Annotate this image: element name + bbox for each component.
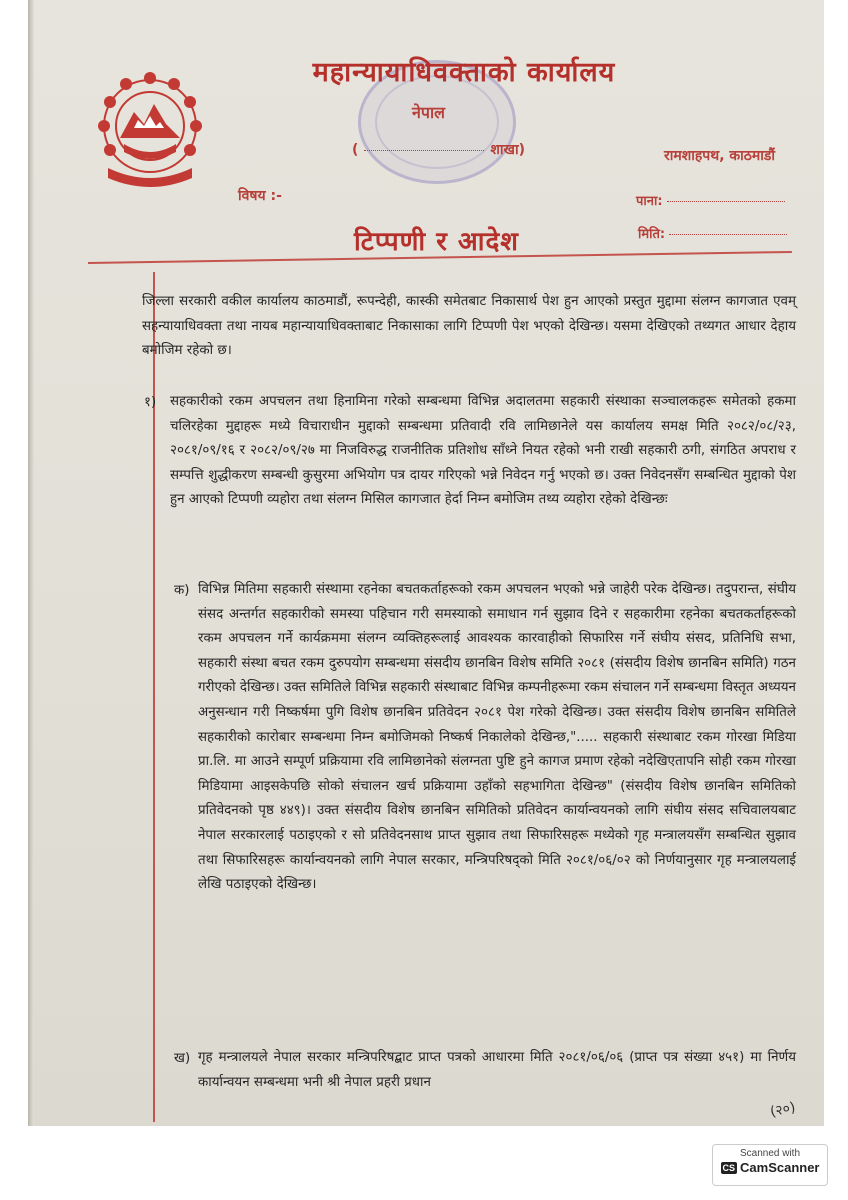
branch-open-paren: ( (352, 142, 359, 158)
page-blank (667, 201, 785, 202)
handwritten-page-mark: (२०) (768, 1099, 797, 1121)
camscanner-logo-icon: CS (722, 1163, 736, 1173)
scanner-caption: Scanned with (739, 1148, 801, 1159)
page-edge-shadow (28, 0, 34, 1126)
item1-number: १) (144, 395, 157, 410)
camscanner-watermark (712, 1144, 828, 1186)
subject-label: विषय :- (238, 188, 282, 204)
scanner-brand (713, 1160, 827, 1175)
date-field (638, 224, 787, 242)
subitem-b-number: ख) (174, 1051, 191, 1066)
letterhead-page (28, 0, 824, 1126)
branch-line (352, 140, 525, 159)
country-name: नेपाल (412, 103, 445, 122)
branch-label: शाखा) (490, 142, 526, 158)
page-label: पाना: (636, 194, 663, 209)
date-label: मिति: (638, 227, 666, 242)
subitem-b-paragraph: गृह मन्त्रालयले नेपाल सरकार मन्त्रिपरिषद्बाट प्राप्त पत्रको आधारमा मिति २०८१/०६/०६ (प्राप्त पत्र संख्या ४५१) मा निर्णय कार्यान्वयन सम्बन्धमा भनी श्री नेपाल प्रहरी प्रधान (198, 1050, 796, 1090)
office-title: महान्यायाधिवक्ताको कार्यालय (312, 57, 616, 88)
branch-blank (364, 150, 484, 151)
item1-paragraph: सहकारीको रकम अपचलन तथा हिनामिना गरेको सम्बन्धमा विभिन्न अदालतमा सहकारी संस्थाका सञ्चालकहरू समेतको हकमा चलिरहेका मुद्दाहरू मध्ये विचाराधीन मुद्दाको सम्बन्धमा प्रतिवादी रवि लामिछानेले यस कार्यालय समक्ष मिति २०८२/०८/२३, २०८१/०९/१६ र २०८२/०९/२७ मा निजविरुद्ध राजनीतिक प्रतिशोध साँध्ने नियत रहेको भनी राखी सहकारी ठगी, संगठित अपराध र सम्पत्ति शुद्धीकरण सम्बन्धी कुसुरमा अभियोग पत्र दायर गरिएको भन्ने निवेदन गर्नु भएको छ। उक्त निवेदनसँग सम्बन्धित मुद्दाको पेश हुन आएको टिप्पणी व्यहोरा तथा संलग्न मिसिल कागजात हेर्दा निम्न बमोजिम तथ्य व्यहोरा रहेको देखिन्छः (170, 394, 796, 508)
office-address: रामशाहपथ, काठमाडौं (664, 148, 776, 164)
note-order-title: टिप्पणी र आदेश (354, 227, 519, 257)
subitem-a-number: क) (174, 583, 190, 598)
date-blank (669, 234, 787, 235)
scanner-brand-name: CamScanner (740, 1160, 820, 1175)
nepal-emblem-icon (94, 68, 206, 192)
page-number-field (636, 191, 785, 209)
intro-paragraph: जिल्ला सरकारी वकील कार्यालय काठमाडौं, रूपन्देही, कास्की समेतबाट निकासार्थ पेश हुन आएको प्रस्तुत मुद्दामा संलग्न कागजात एवम् सहन्यायाधिवक्ता तथा नायब महान्यायाधिवक्ताबाट निकासाका लागि टिप्पणी पेश भएको देखिन्छ। यसमा देखिएको तथ्यगत आधार देहाय बमोजिम रहेको छ। (142, 294, 796, 359)
subitem-a-paragraph: विभिन्न मितिमा सहकारी संस्थामा रहनेका बचतकर्ताहरूको रकम अपचलन भएको भन्ने जाहेरी परेक देखिन्छ। तदुपरान्त, संघीय संसद अन्तर्गत सहकारीको समस्या पहिचान गरी समस्याको समाधान गर्न सुझाव दिने र सहकारीमा रहनेका बचतकर्ताहरूको रकम अपचलन गर्ने कार्यक्रममा संलग्न व्यक्तिहरूलाई आवश्यक कारवाहीको सिफारिस गर्ने संघीय संसद, प्रतिनिधि सभा, सहकारी संस्था बचत रकम दुरुपयोग सम्बन्धमा संसदीय छानबिन विशेष समिति २०८१ (संसदीय विशेष छानबिन समिति) गठन गरीएको देखिन्छ। उक्त समितिले विभिन्न सहकारी संस्थाबाट विभिन्न कम्पनीहरूमा रकम संचालन गर्ने सम्बन्धमा विस्तृत अध्ययन अनुसन्धान गरी निष्कर्षमा पुगि विशेष छानबिन प्रतिवेदन २०८१ पेश गरेको देखिन्छ। उक्त संसदीय विशेष छानबिन समितिले सहकारीको कारोबार सम्बन्धमा निम्न बमोजिमको निष्कर्ष निकालेको देखिन्छ,"..... सहकारी संस्थाबाट रकम गोरखा मिडिया प्रा.लि. मा आउने सम्पूर्ण प्रक्रियामा रवि लामिछानेको संलग्नता पुष्टि हुने कागज प्रमाण रहेको नदेखिएतापनि सोही रकम गोरखा मिडियामा आइसकेपछि सोको संचालन खर्च प्रक्रियामा उहाँको सहभागिता देखिन्छ" (संसदीय विशेष छानबिन समितिको प्रतिवेदनको पृष्ठ ४४९)। उक्त संसदीय विशेष छानबिन समितिको प्रतिवेदन कार्यान्वयनको लागि संघीय संसद सचिवालयबाट नेपाल सरकारलाई पठाइएको र सो प्रतिवेदनसाथ प्राप्त सुझाव तथा सिफारिसहरू मध्येको गृह मन्त्रालयसँग सम्बन्धित सुझाव तथा सिफारिसहरू कार्यान्वयनको लागि नेपाल सरकार, मन्त्रिपरिषद्को मिति २०८१/०६/०२ को निर्णयानुसार गृह मन्त्रालयलाई लेखि पठाइएको देखिन्छ। (198, 582, 796, 893)
